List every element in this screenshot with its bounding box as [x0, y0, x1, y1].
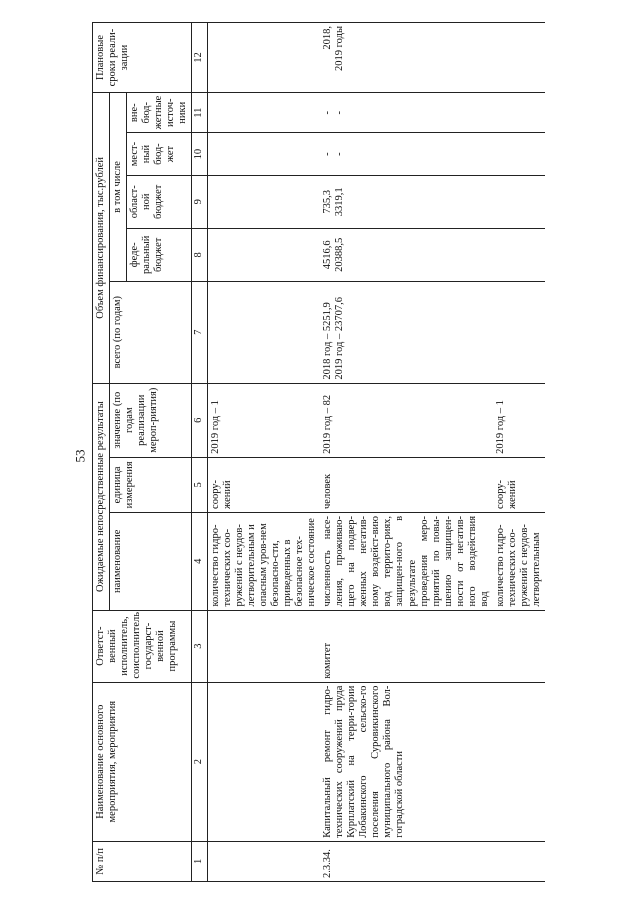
cell-federal: 4516,6 20388,5: [320, 228, 493, 281]
header-total: всего (по годам): [110, 281, 192, 383]
header-name: Наименование основного мероприятия, мероприятия: [93, 682, 192, 841]
cell-extra: [493, 93, 545, 133]
cell-num: 2.3.34.: [320, 841, 493, 881]
header-unit: единица измерения: [110, 457, 192, 512]
header-num: № п/п: [93, 841, 192, 881]
column-numbers-row: [192, 23, 207, 882]
cell-local: - -: [320, 133, 493, 175]
table-row: [320, 23, 493, 882]
cell-indicator: количество гидро-технических соо-ружений с неудов-летворительным и опасным уров-нем безопасно-сти, приведенных в безопасное тех-ническое состояние: [207, 512, 320, 610]
cell-terms: 2018, 2019 годы: [320, 23, 493, 93]
cell-extra: [207, 93, 320, 133]
header-including: в том числе: [110, 93, 127, 282]
colnum: 1: [192, 841, 207, 881]
colnum: 6: [192, 383, 207, 457]
program-table: [92, 22, 545, 882]
header-results-group: Ожидаемые непосредственные результаты: [93, 383, 110, 610]
cell-responsible: [207, 610, 320, 682]
cell-total: [207, 281, 320, 383]
cell-num: [207, 841, 320, 881]
cell-federal: [207, 228, 320, 281]
cell-unit: человек: [320, 457, 493, 512]
table-row: [493, 23, 545, 882]
cell-num: [493, 841, 545, 881]
cell-unit: соору-жений: [207, 457, 320, 512]
cell-indicator: численность насе-ления, проживаю-щего на подвер-женных негатив-ному воздейст-вию вод террито-риях, защищен-ного в результате проведения меро-приятий по повы-шению защищен-ности от негатив-ного воздействия вод: [320, 512, 493, 610]
cell-terms: [493, 23, 545, 93]
header-responsible: Ответст-венный исполнитель, соисполнитель государст-венной программы: [93, 610, 192, 682]
cell-local: [493, 133, 545, 175]
cell-regional: 735,3 3319,1: [320, 175, 493, 228]
cell-regional: [493, 175, 545, 228]
cell-indicator: количество гидро-технических соо-ружений с неудов-летворительным: [493, 512, 545, 610]
rotated-table-container: [92, 22, 622, 882]
cell-total: [493, 281, 545, 383]
header-regional: област-ной бюджет: [127, 175, 192, 228]
cell-responsible: комитет: [320, 610, 493, 682]
cell-total: 2018 год – 5251,9 2019 год – 23707,6: [320, 281, 493, 383]
header-indicator: наименование: [110, 512, 192, 610]
cell-name: [493, 682, 545, 841]
cell-unit: соору-жений: [493, 457, 545, 512]
cell-value: 2019 год – 82: [320, 383, 493, 457]
cell-name: Капитальный ремонт гидро-технических сооружений пруда Курплатский на терри-тории Лобакинского сельско-го поселения Суровикинского муниципального района Вол-гоградской области: [320, 682, 493, 841]
colnum: 8: [192, 228, 207, 281]
cell-regional: [207, 175, 320, 228]
cell-value: 2019 год – 1: [207, 383, 320, 457]
header-local: мест-ный бюд-жет: [127, 133, 192, 175]
header-extra: вне-бюд-жетные источ-ники: [127, 93, 192, 133]
table-row: [207, 23, 320, 882]
cell-federal: [493, 228, 545, 281]
colnum: 4: [192, 512, 207, 610]
cell-terms: [207, 23, 320, 93]
cell-local: [207, 133, 320, 175]
cell-responsible: [493, 610, 545, 682]
cell-extra: - -: [320, 93, 493, 133]
cell-name: [207, 682, 320, 841]
colnum: 3: [192, 610, 207, 682]
header-federal: феде-ральный бюджет: [127, 228, 192, 281]
header-terms: Плановые сроки реали-зации: [93, 23, 192, 93]
colnum: 7: [192, 281, 207, 383]
colnum: 9: [192, 175, 207, 228]
colnum: 2: [192, 682, 207, 841]
header-value: значение (по годам реализации мероп-риятия): [110, 383, 192, 457]
colnum: 12: [192, 23, 207, 93]
colnum: 5: [192, 457, 207, 512]
cell-value: 2019 год – 1: [493, 383, 545, 457]
colnum: 10: [192, 133, 207, 175]
page-number: 53: [72, 449, 88, 463]
header-finance-group: Объем финансирования, тыс.рублей: [93, 93, 110, 384]
colnum: 11: [192, 93, 207, 133]
